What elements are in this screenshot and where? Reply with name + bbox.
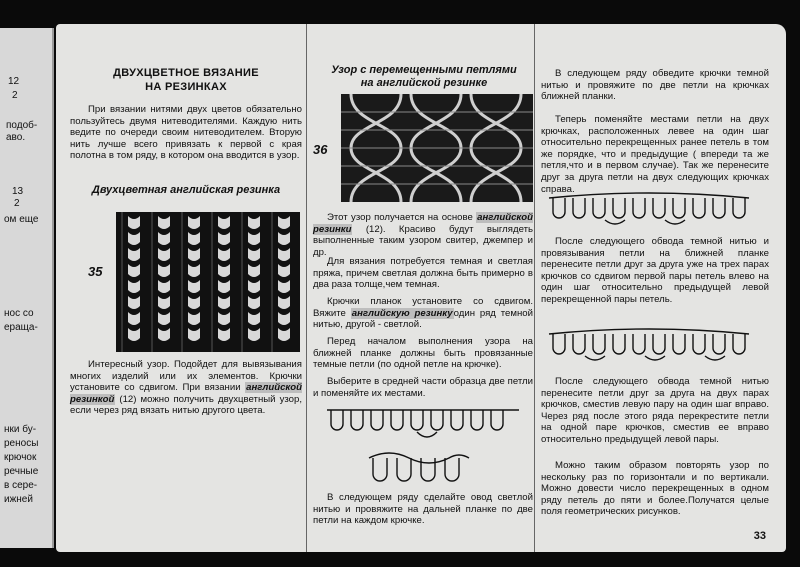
section-heading-line2: НА РЕЗИНКАХ	[145, 81, 227, 93]
figure-35-image	[116, 212, 300, 352]
left-fragment: ераща-	[4, 322, 38, 333]
loop-diagram-3	[545, 190, 759, 230]
highlight-english-rib-2: английской резинки	[313, 212, 533, 235]
paragraph-yarn: Для вязания потребуется темная и светлая пряжа, причем светлая должна быть примерно в два раза толще,чем темная.	[313, 256, 533, 291]
p1-before: Этот узор получается на основе	[327, 212, 473, 223]
paragraph-c3-2: Теперь поменяйте местами петли на двух крючках, расположенных левее на один шаг относительно перекрещенных ранее петель в том же порядке, что и предыдущие ( впереди та же петля,что и в первом случае). Так же перенесите друг за друга петли на двух следующих крючках справа.	[541, 114, 769, 195]
column-1	[70, 24, 302, 552]
paragraph-interesting-pattern	[70, 359, 302, 417]
section-subheading: Узор с перемещенными петлями	[331, 64, 517, 76]
paragraph-c3-3: После следующего обвода темной нитью и провязывания петли на ближней планке перенесите петли друг за друга уже на трех парах крючков со сдвигом первой пары петель влево на один шаг относительно предыдущей левой перекрещенной пары петель.	[541, 236, 769, 305]
left-fragment: речные	[4, 466, 39, 477]
figure-number-36: 36	[313, 142, 328, 157]
left-fragment: 12	[8, 76, 20, 87]
left-fragment: аво.	[6, 132, 26, 143]
left-fragment: реносы	[4, 438, 39, 449]
highlight-english-rib-3: английскую резинку	[351, 307, 453, 319]
loop-diagram-1	[323, 402, 523, 444]
paragraph-needles	[313, 296, 533, 331]
loop-diagram-4	[545, 326, 759, 366]
text-after-highlight: (12) можно получить двухцветный узор, если через ряд вязать нитью другого цвета.	[70, 393, 302, 417]
highlight-english-rib: английской резинкой	[70, 382, 302, 405]
paragraph-c3-4: После следующего обвода темной нитью перенесите петли друг за друга на двух парах крючков, сместив левую пару на один шаг вправо. Через ряд после этого ряда перекрестите петли на одной паре крючков, сместив ее вправо относительно предыдущей левой пары.	[541, 376, 769, 445]
left-fragment: в сере-	[4, 480, 38, 491]
left-fragment: 2	[14, 198, 20, 209]
left-fragment: 13	[12, 186, 24, 197]
paragraph-c3-5: Можно таким образом повторять узор по нескольку раз по горизонтали и по вертикали. Можно довести число перекрещенных в одном ряду петель до пяти и более.Получатся целые поля геометрических рисунков.	[541, 460, 769, 518]
column-2	[306, 24, 535, 552]
section-heading: ДВУХЦВЕТНОЕ ВЯЗАНИЕ	[113, 67, 259, 79]
p3-after: один ряд темной нитью, другой - светлой.	[313, 307, 533, 331]
p3-before: Крючки планок установите со сдвигом. Вяжите	[313, 296, 533, 319]
book-page	[56, 24, 786, 552]
text-before-highlight: Интересный узор. Подойдет для вывязывания многих изделий или их элементов. Крючки установите со сдвигом. При вязании	[70, 359, 302, 394]
intro-paragraph: При вязании нитями двух цветов обязательно пользуйтесь двумя нитеводителями. Каждую нить ведите по очереди своим нитеводителем. Вторую нить лучше всего привязать к первой с края полотна в том ряду, в котором она вводится в узор.	[70, 104, 302, 162]
left-fragment: ом еще	[4, 214, 39, 225]
paragraph-c3-1: В следующем ряду обведите крючки темной нитью и провяжите по две петли на крючках ближней планки.	[541, 68, 769, 103]
paragraph-select-loops: Выберите в средней части образца две петли и поменяйте их местами.	[313, 376, 533, 399]
left-fragment: ижней	[4, 494, 33, 505]
left-fragment: нос со	[4, 308, 34, 319]
p1-after: (12). Красиво будут выглядеть выполненные таким узором свитер, джемпер и др.	[313, 223, 533, 258]
paragraph-based-on	[313, 212, 533, 258]
column-3	[534, 24, 771, 552]
page-number: 33	[753, 530, 766, 542]
subheading-english-rib: Двухцветная английская резинка	[91, 184, 281, 196]
paragraph-before-start: Перед началом выполнения узора на ближней планке должны быть провязанные темные петли (по одной петле на крючке).	[313, 336, 533, 371]
left-fragment: крючок	[4, 452, 37, 463]
paragraph-next-row: В следующем ряду сделайте овод светлой нитью и провяжите на дальней планке по две петли на каждом крючке.	[313, 492, 533, 527]
left-fragment: нки бу-	[4, 424, 37, 435]
left-page-edge	[0, 28, 54, 548]
figure-number-35: 35	[88, 264, 103, 279]
left-fragment: подоб-	[6, 120, 38, 131]
left-fragment: 2	[12, 90, 18, 101]
section-subheading-line2: на английской резинке	[360, 77, 488, 89]
loop-diagram-2	[367, 448, 477, 492]
figure-36-image	[341, 94, 533, 202]
